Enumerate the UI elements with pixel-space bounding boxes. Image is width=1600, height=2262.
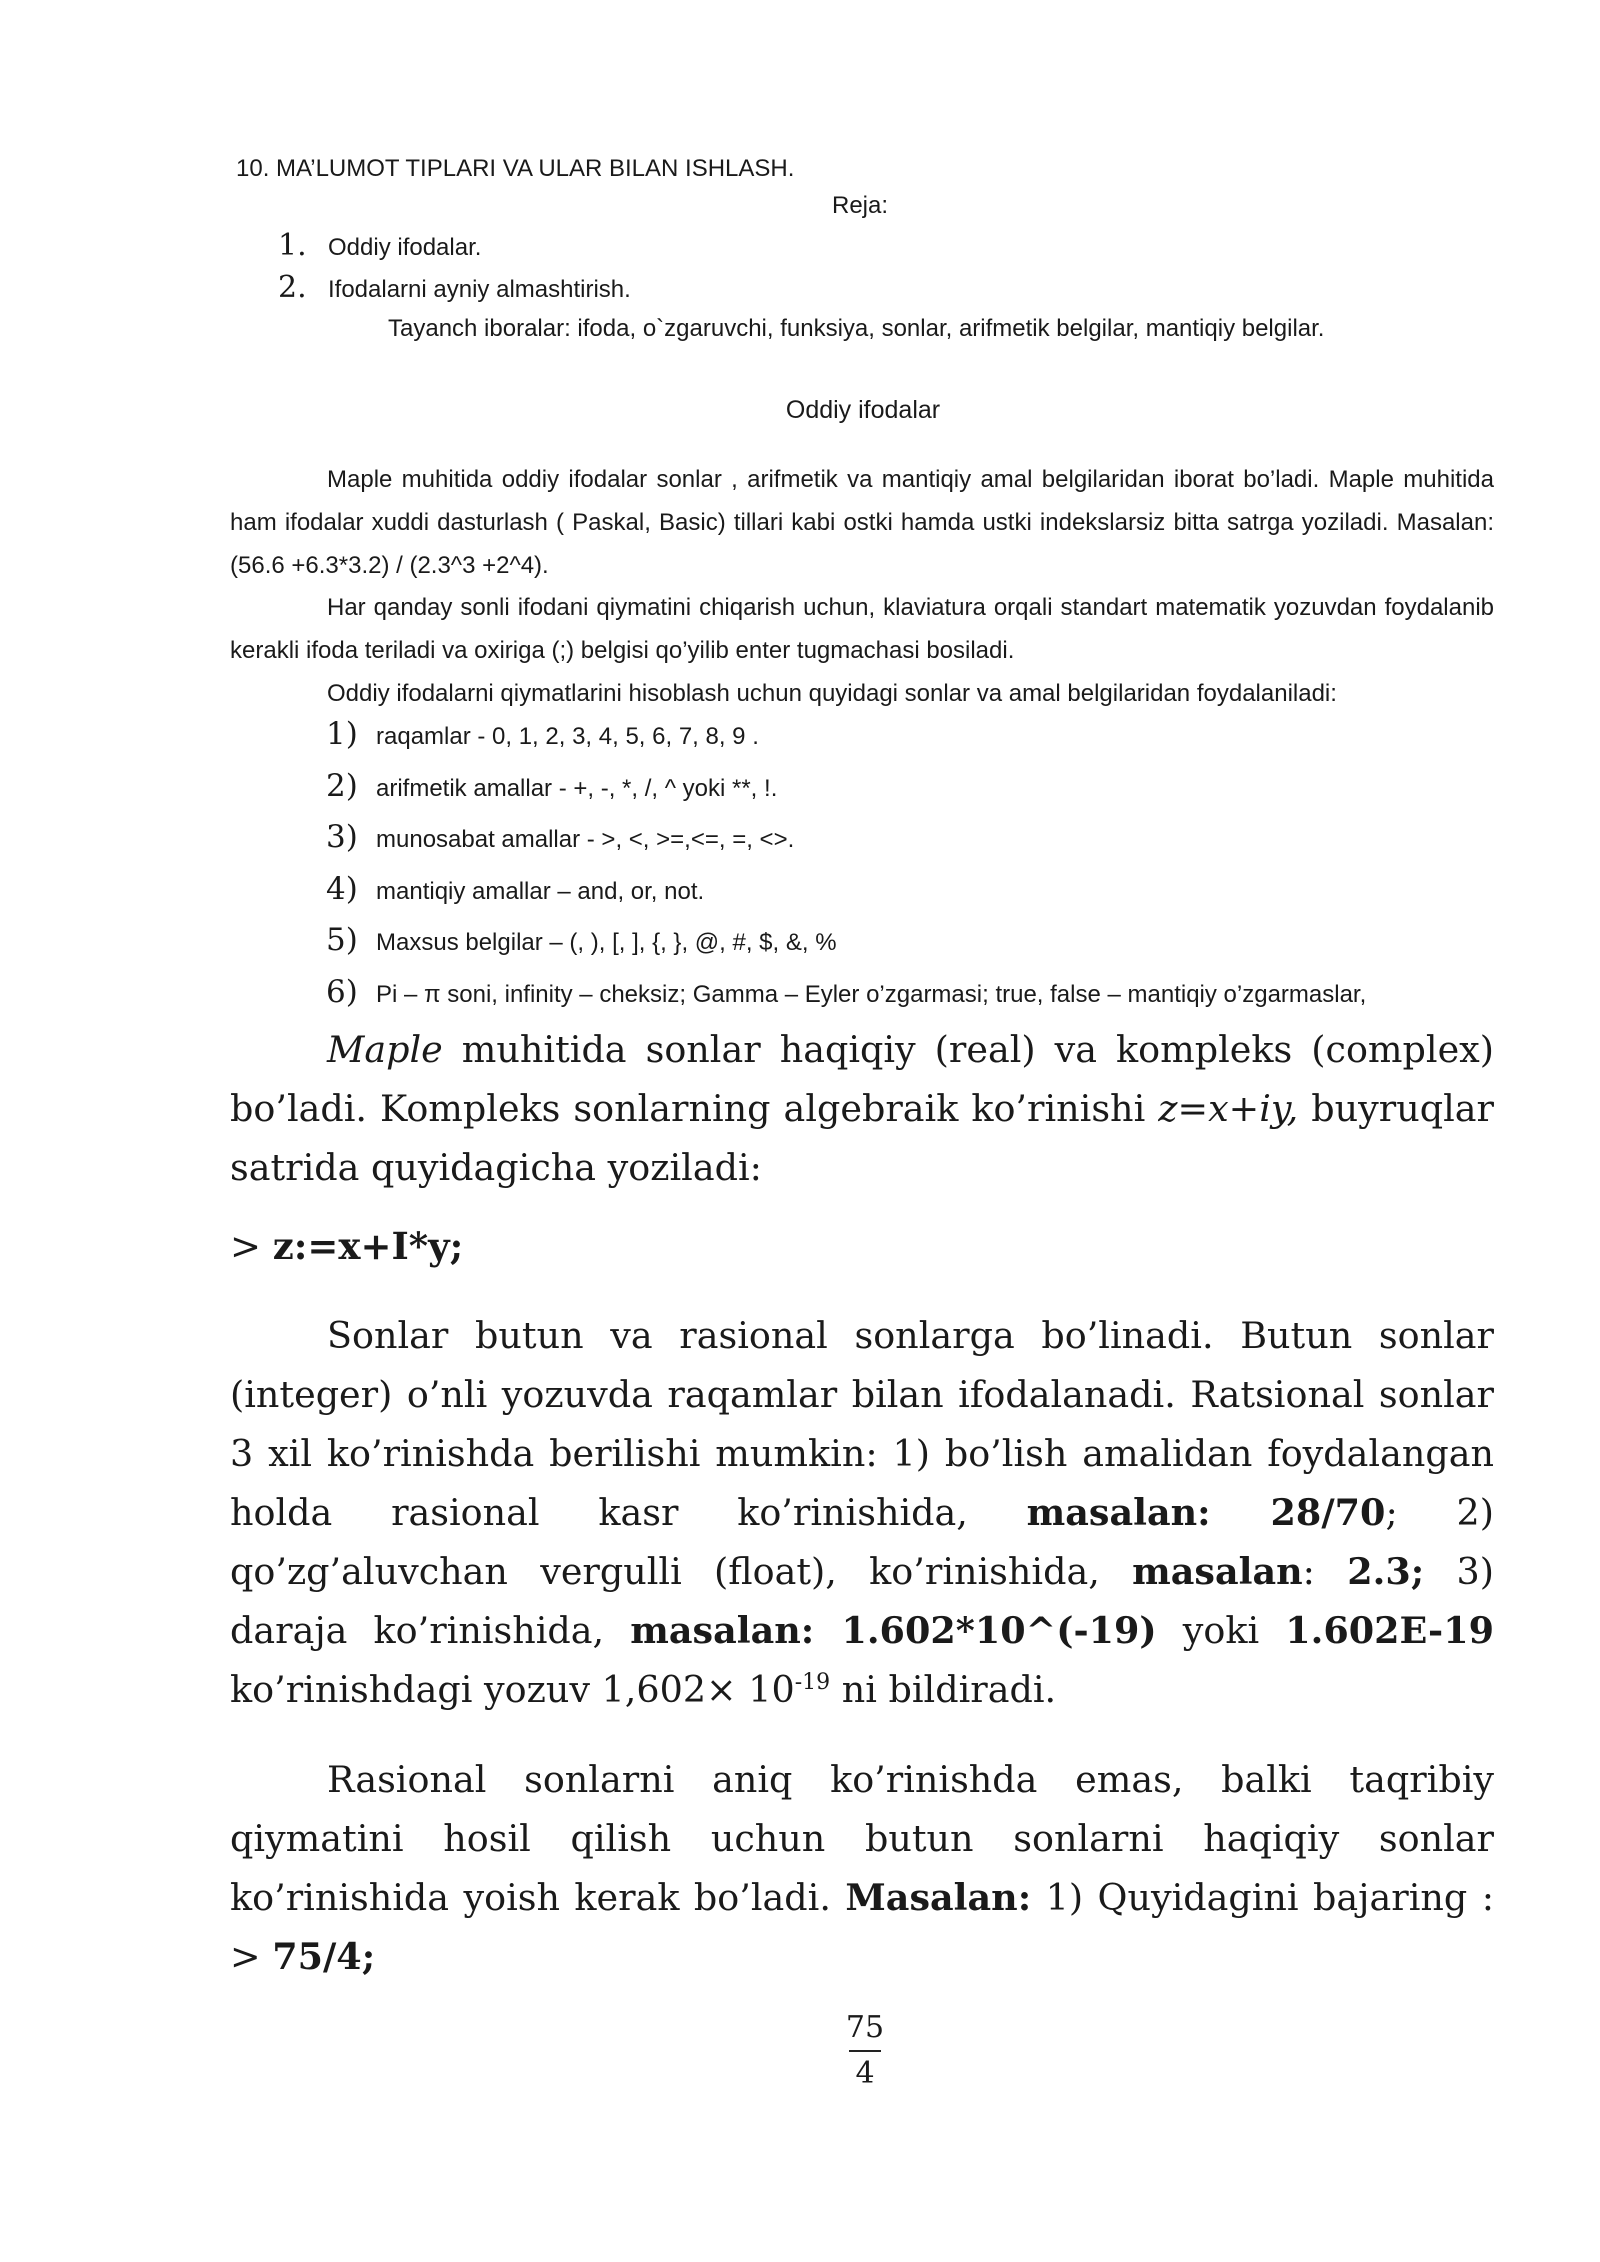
symbol-item-number: 6) xyxy=(326,973,358,1010)
example-label: masalan xyxy=(1132,1550,1303,1593)
result-fraction xyxy=(845,2008,885,2094)
symbol-list xyxy=(326,716,1366,1025)
chapter-title: 10. MA’LUMOT TIPLARI VA ULAR BILAN ISHLASH. xyxy=(236,155,795,182)
plan-list xyxy=(278,228,631,312)
text-run: : xyxy=(1302,1550,1348,1593)
text-run: ni bildiradi. xyxy=(830,1668,1057,1711)
complex-formula: z=x+iy, xyxy=(1158,1087,1299,1130)
symbol-item-text: Pi – π soni, infinity – cheksiz; Gamma – Eyler o’zgarmasi; true, false – mantiqiy o’zgarmaslar, xyxy=(376,980,1367,1008)
exponent-superscript: -19 xyxy=(794,1669,831,1695)
symbol-item-text: munosabat amallar - >, <, >=,<=, =, <>. xyxy=(376,826,795,853)
fraction-denominator: 4 xyxy=(855,2055,875,2091)
symbol-item-number: 1) xyxy=(326,716,358,752)
symbol-item-text: mantiqiy amallar – and, or, not. xyxy=(376,877,705,905)
symbol-list-item xyxy=(326,819,1366,871)
text-run: Rasional sonlarni aniq ko’rinishda emas, balki taqribiy qiymatini hosil qilish uchun butun sonlarni haqiqiy sonlar ko’rinishida yoish kerak bo’ladi. xyxy=(230,1758,1494,1919)
text-run: buyruqlar satrida quyidagicha yoziladi: xyxy=(230,1087,1494,1189)
plan-item xyxy=(278,270,631,312)
symbol-item-number: 4) xyxy=(326,870,358,907)
example-rational: masalan: 28/70 xyxy=(1026,1491,1386,1534)
symbol-item-text: raqamlar - 0, 1, 2, 3, 4, 5, 6, 7, 8, 9 . xyxy=(376,723,759,750)
symbol-item-number: 2) xyxy=(326,767,358,804)
symbol-list-item xyxy=(326,716,1366,768)
example-power: masalan: 1.602*10^(-19) xyxy=(630,1609,1157,1652)
section-title: Oddiy ifodalar xyxy=(785,396,941,424)
paragraph-symbols-intro: Oddiy ifodalarni qiymatlarini hisoblash uchun quyidagi sonlar va amal belgilaridan foydalaniladi: xyxy=(327,680,1337,707)
plan-item-text: Oddiy ifodalar. xyxy=(328,234,482,261)
maple-command-line xyxy=(230,1224,463,1268)
symbol-list-item xyxy=(326,768,1366,820)
symbol-list-item xyxy=(326,871,1366,923)
plan-item-number: 1. xyxy=(278,228,307,263)
keywords-line: Tayanch iboralar: ifoda, o`zgaruvchi, funksiya, sonlar, arifmetik belgilar, mantiqiy belgilar. xyxy=(388,315,1325,342)
example-label: Masalan: xyxy=(845,1876,1032,1919)
paragraph-complex-numbers xyxy=(230,1020,1494,1197)
command-prompt: > xyxy=(230,1225,273,1268)
fraction-numerator: 75 xyxy=(845,2010,885,2045)
text-run: ko’rinishdagi yozuv 1,602× 10 xyxy=(230,1668,795,1711)
maple-word: Maple xyxy=(327,1028,443,1071)
example-float: 2.3; xyxy=(1347,1550,1425,1593)
command-code: z:=x+I*y; xyxy=(272,1224,464,1268)
text-run: Sonlar butun va rasional sonlarga bo’linadi. Butun sonlar (integer) o’nli yozuvda raqamlar bilan ifodalanadi. Ratsional sonlar 3 xil ko’rinishda berilishi mumkin: 1) bo’lish amalidan foydalangan holda rasional kasr ko’rinishida, xyxy=(230,1314,1494,1534)
symbol-item-number: 3) xyxy=(326,819,358,855)
symbol-item-number: 5) xyxy=(326,922,358,958)
paragraph-approximation xyxy=(230,1750,1494,1986)
symbol-list-item xyxy=(326,922,1366,974)
text-run: yoki xyxy=(1156,1609,1286,1652)
text-run: 3) daraja ko’rinishida, xyxy=(230,1550,1494,1652)
symbol-item-text: arifmetik amallar - +, -, *, /, ^ yoki **, !. xyxy=(376,774,778,802)
paragraph-intro: Maple muhitida oddiy ifodalar sonlar , arifmetik va mantiqiy amal belgilaridan iborat bo’ladi. Maple muhitida ham ifodalar xuddi dasturlash ( Paskal, Basic) tillari kabi ostki hamda ustki indekslarsiz bitta satrga yoziladi. Masalan: (56.6 +6.3*3.2) / (2.3^3 +2^4). xyxy=(230,466,1494,579)
paragraph-number-types xyxy=(230,1306,1494,1719)
plan-label: Reja: xyxy=(831,192,889,219)
text-run: muhitida sonlar haqiqiy (real) va kompleks (complex) bo’ladi. Kompleks sonlarning algebraik ko’rinishi xyxy=(230,1028,1494,1130)
plan-item-number: 2. xyxy=(278,270,307,305)
fraction-bar xyxy=(849,2050,881,2052)
plan-item xyxy=(278,228,631,270)
text-run: 1) Quyidagini bajaring : > xyxy=(230,1876,1494,1978)
plan-item-text: Ifodalarni ayniy almashtirish. xyxy=(328,276,631,303)
example-exponent: 1.602E-19 xyxy=(1285,1609,1494,1652)
text-run: ; 2) qo’zg’aluvchan vergulli (float), ko’rinishida, xyxy=(230,1491,1494,1593)
paragraph-evaluation: Har qanday sonli ifodani qiymatini chiqarish uchun, klaviatura orqali standart matematik yozuvdan foydalanib kerakli ifoda teriladi va oxiriga (;) belgisi qo’yilib enter tugmachasi bosiladi. xyxy=(230,594,1494,664)
example-command: 75/4; xyxy=(272,1935,376,1978)
symbol-list-item xyxy=(326,974,1366,1026)
symbol-item-text: Maxsus belgilar – (, ), [, ], {, }, @, #, $, &, % xyxy=(376,929,837,956)
